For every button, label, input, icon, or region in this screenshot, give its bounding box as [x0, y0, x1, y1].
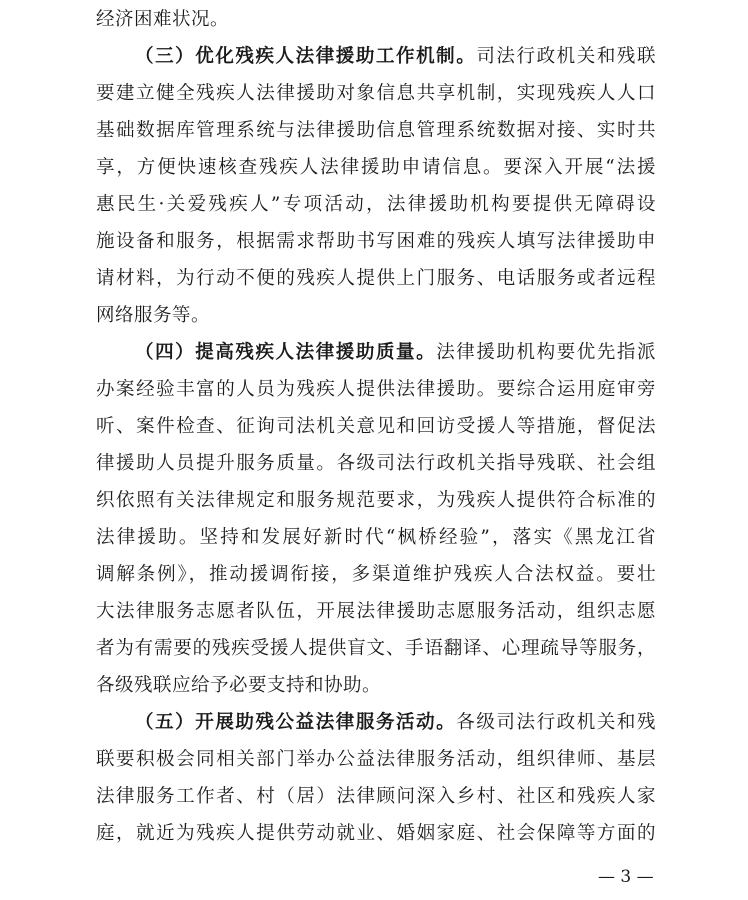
paragraph-line: 调解条例》，推动援调衔接，多渠道维护残疾人合法权益。要壮: [96, 564, 656, 585]
section-heading: （三）优化残疾人法律援助工作机制。: [135, 46, 477, 67]
paragraph-line: 听、案件检查、征询司法机关意见和回访受援人等措施，督促法: [96, 416, 656, 437]
paragraph-first-line: [135, 39, 656, 75]
paragraph-first-line: [135, 335, 656, 371]
page-number: — 3 —: [598, 867, 654, 887]
paragraph-line: 网络服务等。: [96, 305, 211, 326]
paragraph-line: 经济困难状况。: [96, 9, 230, 30]
paragraph-line: 者为有需要的残疾受援人提供盲文、手语翻译、心理疏导等服务，: [96, 638, 656, 659]
paragraph-line: 法律服务工作者、村（居）法律顾问深入乡村、社区和残疾人家: [96, 786, 656, 807]
paragraph-line: 享，方便快速核查残疾人法律援助申请信息。要深入开展“法援: [96, 157, 656, 178]
paragraph-first-line: [135, 705, 656, 741]
paragraph-text: 法律援助机构要优先指派: [436, 342, 656, 363]
section-heading: （五）开展助残公益法律服务活动。: [135, 712, 457, 733]
paragraph-line: 联要积极会同相关部门举办公益法律服务活动，组织律师、基层: [96, 749, 656, 770]
paragraph-line: 律援助人员提升服务质量。各级司法行政机关指导残联、社会组: [96, 453, 656, 474]
paragraph-line: 要建立健全残疾人法律援助对象信息共享机制，实现残疾人人口: [96, 83, 656, 104]
paragraph-line: 施设备和服务，根据需求帮助书写困难的残疾人填写法律援助申: [96, 231, 656, 252]
paragraph-line: 法律援助。坚持和发展好新时代“枫桥经验”，落实《黑龙江省: [96, 527, 656, 548]
paragraph-line: 织依照有关法律规定和服务规范要求，为残疾人提供符合标准的: [96, 490, 656, 511]
paragraph-line: 各级残联应给予必要支持和协助。: [96, 675, 382, 696]
paragraph-line: 惠民生·关爱残疾人”专项活动，法律援助机构要提供无障碍设: [96, 194, 656, 215]
paragraph-text: 各级司法行政机关和残: [456, 712, 656, 733]
paragraph-line: 请材料，为行动不便的残疾人提供上门服务、电话服务或者远程: [96, 268, 656, 289]
paragraph-line: 庭，就近为残疾人提供劳动就业、婚姻家庭、社会保障等方面的: [96, 823, 656, 844]
paragraph-line: 办案经验丰富的人员为残疾人提供法律援助。要综合运用庭审旁: [96, 379, 656, 400]
paragraph-text: 司法行政机关和残联: [476, 46, 656, 67]
section-heading: （四）提高残疾人法律援助质量。: [135, 342, 437, 363]
paragraph-line: 基础数据库管理系统与法律援助信息管理系统数据对接、实时共: [96, 120, 656, 141]
paragraph-line: 大法律服务志愿者队伍，开展法律援助志愿服务活动，组织志愿: [96, 601, 656, 622]
